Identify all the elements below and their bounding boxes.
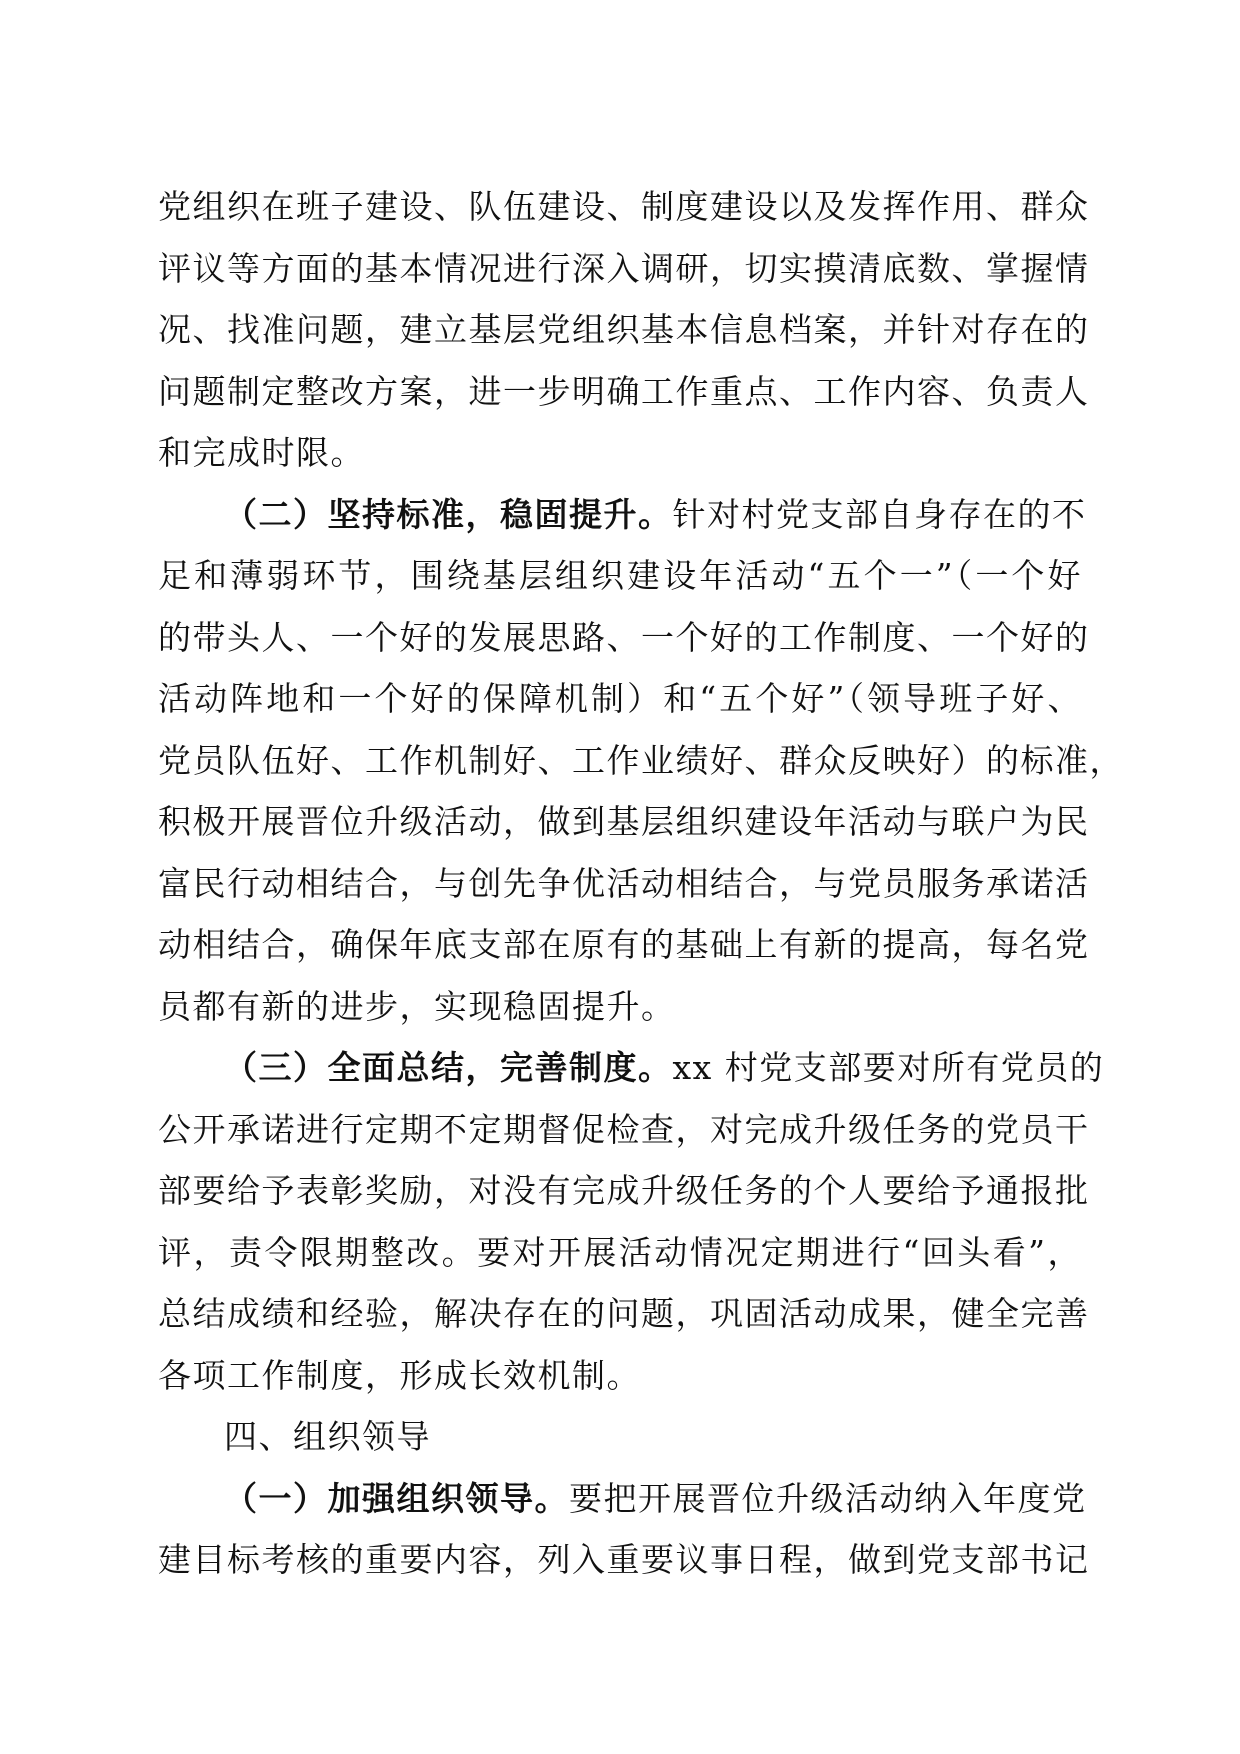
text-line: [158, 484, 1087, 546]
paragraph-leadership: [158, 1468, 1090, 1591]
text-line: 建目标考核的重要内容，列入重要议事日程，做到党支部书记: [158, 1540, 1090, 1579]
text-line: 各项工作制度，形成长效机制。: [158, 1355, 641, 1395]
text-line: 员都有新的进步，实现稳固提升。: [158, 986, 676, 1026]
text-line: [158, 1468, 1087, 1530]
paragraph-standards: [158, 484, 1124, 1038]
paragraph-continuation: [158, 176, 1090, 484]
text-run: xx 村党支部要对所有党员的: [672, 1048, 1105, 1087]
paragraph-heading: （一）加强组织领导。: [224, 1478, 569, 1518]
text-line: 问题制定整改方案，进一步明确工作重点、工作内容、负责人: [158, 371, 1090, 411]
text-line: 况、找准问题，建立基层党组织基本信息档案，并针对存在的: [158, 310, 1090, 349]
text-line: 足和薄弱环节，围绕基层组织建设年活动“五个一”（一个好: [158, 556, 1082, 595]
text-line: 党员队伍好、工作机制好、工作业绩好、群众反映好）的标准，: [158, 740, 1124, 780]
paragraph-summary: [158, 1037, 1105, 1406]
text-line: 评，责令限期整改。要对开展活动情况定期进行“回头看”，: [158, 1232, 1082, 1272]
section-heading: 四、组织领导: [224, 1417, 431, 1456]
text-line: 总结成绩和经验，解决存在的问题，巩固活动成果，健全完善: [158, 1294, 1090, 1333]
text-line: 公开承诺进行定期不定期督促检查，对完成升级任务的党员干: [158, 1109, 1090, 1149]
text-line: 评议等方面的基本情况进行深入调研，切实摸清底数、掌握情: [158, 248, 1090, 288]
text-line: 富民行动相结合，与创先争优活动相结合，与党员服务承诺活: [158, 863, 1090, 903]
text-line: 和完成时限。: [158, 433, 365, 472]
text-line: 积极开展晋位升级活动，做到基层组织建设年活动与联户为民: [158, 802, 1090, 841]
paragraph-heading: （三）全面总结，完善制度。: [224, 1048, 673, 1087]
text-line: 动相结合，确保年底支部在原有的基础上有新的提高，每名党: [158, 925, 1090, 964]
document-body: [158, 176, 1124, 1591]
text-run: 要把开展晋位升级活动纳入年度党: [569, 1478, 1087, 1518]
text-run: 针对村党支部自身存在的不: [672, 494, 1087, 534]
section-organization-leadership: [158, 1406, 1082, 1468]
text-line: 党组织在班子建设、队伍建设、制度建设以及发挥作用、群众: [158, 187, 1090, 226]
paragraph-heading: （二）坚持标准，稳固提升。: [224, 494, 673, 534]
text-line: 活动阵地和一个好的保障机制）和“五个好”（领导班子好、: [158, 679, 1082, 718]
text-line: 的带头人、一个好的发展思路、一个好的工作制度、一个好的: [158, 617, 1090, 657]
text-line: [158, 1037, 1105, 1099]
text-line: 部要给予表彰奖励，对没有完成升级任务的个人要给予通报批: [158, 1171, 1090, 1210]
